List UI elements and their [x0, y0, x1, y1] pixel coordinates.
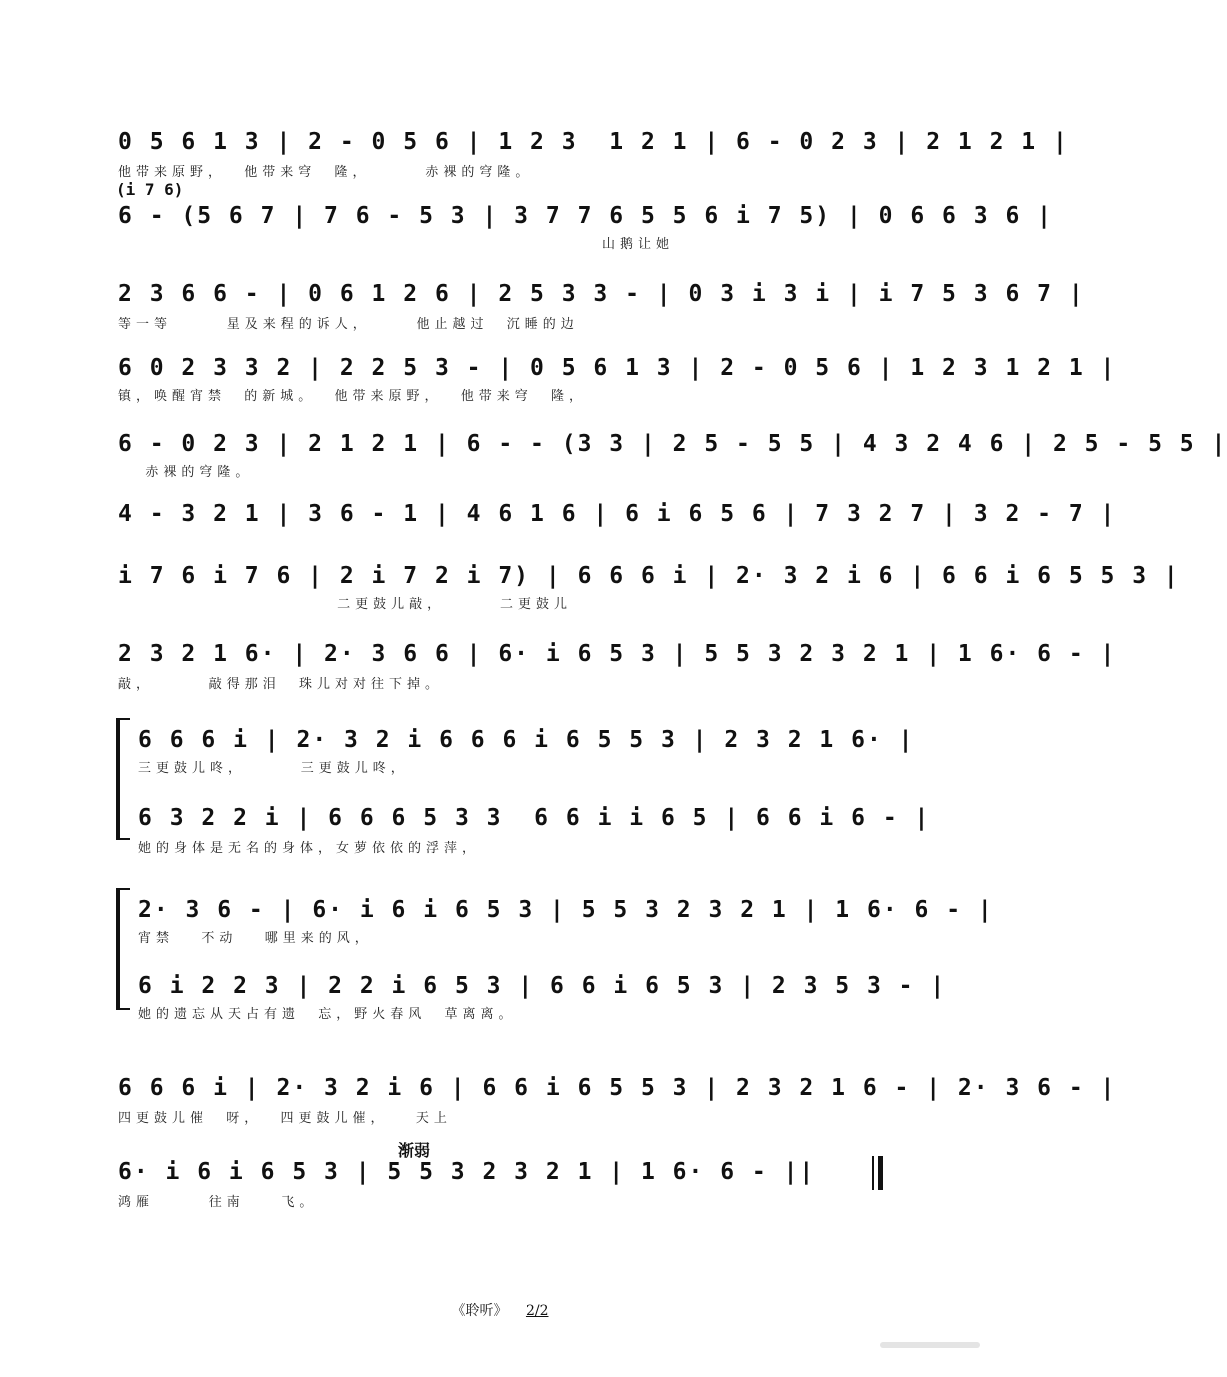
- lyric-line-3: 等一等 星及来程的诉人， 他止越过 沉睡的边: [118, 317, 579, 332]
- dynamic-marking: 渐弱: [398, 1141, 431, 1160]
- notation-line-3: 2 3 6 6 - | 0 6 1 2 6 | 2 5 3 3 - | 0 3 i 3 i | i 7 5 3 6 7 |: [118, 281, 1085, 307]
- page-footer: [0, 1300, 1000, 1320]
- lyric-line-13: 四更鼓儿催 呀， 四更鼓儿催， 天上: [118, 1111, 452, 1126]
- footer-title: 《聆听》: [451, 1303, 508, 1319]
- notation-line-5: 6 - 0 2 3 | 2 1 2 1 | 6 - - (3 3 | 2 5 - 5 5 | 4 3 2 4 6 | 2 5 - 5 5 |: [118, 431, 1227, 457]
- lyric-line-4: 镇，唤醒宵禁 的新城。 他带来原野， 他带来穹 隆，: [118, 389, 588, 404]
- lyric-line-8: 敲， 敲得那泪 珠儿对对往下掉。: [118, 677, 444, 692]
- notation-line-14: 6· i 6 i 6 5 3 | 5 5 3 2 3 2 1 | 1 6· 6 - ||: [118, 1159, 816, 1185]
- final-thin-barline: [872, 1156, 874, 1190]
- lyric-line-2: 山鹅让她: [118, 237, 675, 252]
- notation-line-13: 6 6 6 i | 2· 3 2 i 6 | 6 6 i 6 5 5 3 | 2 3 2 1 6 - | 2· 3 6 - |: [118, 1075, 1117, 1101]
- notation-line-9: 6 6 6 i | 2· 3 2 i 6 6 6 i 6 5 5 3 | 2 3 2 1 6· |: [138, 727, 915, 753]
- watermark-mark: [880, 1342, 980, 1348]
- lyric-line-10: 她的身体是无名的身体，女萝依依的浮萍，: [138, 841, 481, 856]
- system-brace-1: [116, 718, 130, 840]
- notation-line-7: i 7 6 i 7 6 | 2 i 7 2 i 7) | 6 6 6 i | 2· 3 2 i 6 | 6 6 i 6 5 5 3 |: [118, 563, 1180, 589]
- final-thick-barline: [878, 1156, 883, 1190]
- lyric-line-12: 她的遗忘从天占有遗 忘，野火春风 草离离。: [138, 1007, 517, 1022]
- notation-line-4: 6 0 2 3 3 2 | 2 2 5 3 - | 0 5 6 1 3 | 2 - 0 5 6 | 1 2 3 1 2 1 |: [118, 355, 1117, 381]
- notation-line-6: 4 - 3 2 1 | 3 6 - 1 | 4 6 1 6 | 6 i 6 5 6 | 7 3 2 7 | 3 2 - 7 |: [118, 501, 1117, 527]
- notation-line-10: 6 3 2 2 i | 6 6 6 5 3 3 6 6 i i 6 5 | 6 6 i 6 - |: [138, 805, 931, 831]
- lyric-line-14: 鸿雁 往南 飞。: [118, 1195, 318, 1210]
- system-brace-2: [116, 888, 130, 1010]
- notation-line-2: 6 - (5 6 7 | 7 6 - 5 3 | 3 7 7 6 5 5 6 i 7 5) | 0 6 6 3 6 |: [118, 203, 1053, 229]
- footer-page-number: 2/2: [525, 1303, 549, 1319]
- notation-line-1: 0 5 6 1 3 | 2 - 0 5 6 | 1 2 3 1 2 1 | 6 - 0 2 3 | 2 1 2 1 |: [118, 129, 1069, 155]
- lyric-line-5: 赤裸的穹隆。: [118, 465, 254, 480]
- notation-line-12: 6 i 2 2 3 | 2 2 i 6 5 3 | 6 6 i 6 5 3 | 2 3 5 3 - |: [138, 973, 947, 999]
- lyric-line-11: 宵禁 不动 哪里来的风，: [138, 931, 373, 946]
- notation-line-8: 2 3 2 1 6· | 2· 3 6 6 | 6· i 6 5 3 | 5 5 3 2 3 2 1 | 1 6· 6 - |: [118, 641, 1117, 667]
- lyric-line-7: 二更鼓儿敲， 二更鼓儿: [118, 597, 572, 612]
- lyric-line-1: 他带来原野， 他带来穹 隆， 赤裸的穹隆。: [118, 165, 534, 180]
- notation-line-11: 2· 3 6 - | 6· i 6 i 6 5 3 | 5 5 3 2 3 2 1 | 1 6· 6 - |: [138, 897, 994, 923]
- chord-hint: (i 7 6): [116, 180, 184, 199]
- lyric-line-9: 三更鼓儿咚， 三更鼓儿咚，: [138, 761, 409, 776]
